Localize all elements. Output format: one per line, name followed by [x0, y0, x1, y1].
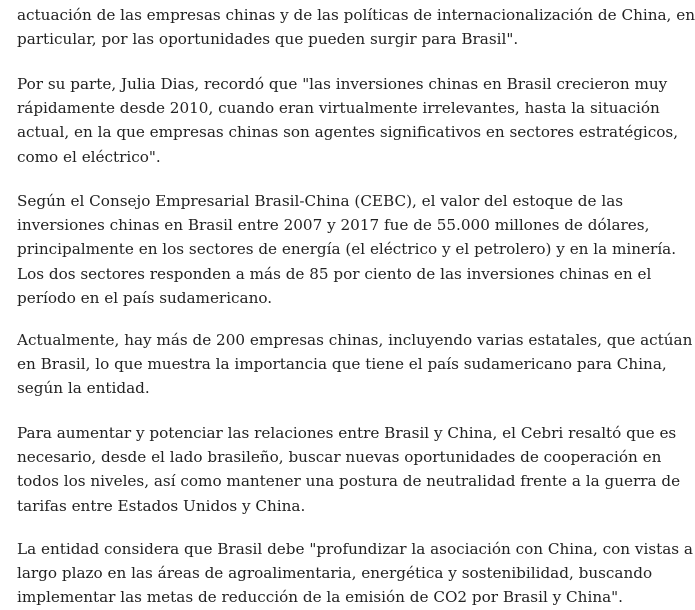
text-line: La entidad considera que Brasil debe "profundizar la asociación con China, con vistas a — [17, 540, 693, 558]
text-line: según la entidad. — [17, 379, 150, 398]
text-line: Según el Consejo Empresarial Brasil-China (CEBC), el valor del estoque de las — [17, 192, 624, 210]
article-paragraph — [17, 421, 680, 518]
text-line: rápidamente desde 2010, cuando eran virtualmente irrelevantes, hasta la situación — [17, 99, 660, 118]
text-line: en Brasil, lo que muestra la importancia que tiene el país sudamericano para China, — [17, 355, 667, 374]
text-line: actual, en la que empresas chinas son agentes significativos en sectores estratégicos, — [17, 123, 679, 142]
text-line: período en el país sudamericano. — [17, 288, 273, 307]
text-line: largo plazo en las áreas de agroalimentaria, energética y sostenibilidad, buscando — [17, 564, 653, 583]
text-line: actuación de las empresas chinas y de las políticas de internacionalización de China, en — [17, 6, 695, 24]
text-line: tarifas entre Estados Unidos y China. — [17, 496, 306, 515]
text-line: como el eléctrico". — [17, 147, 161, 166]
text-line: Para aumentar y potenciar las relaciones entre Brasil y China, el Cebri resaltó que es — [17, 424, 677, 442]
text-line: implementar las metas de reducción de la emisión de CO2 por Brasil y China". — [17, 588, 623, 607]
text-line: necesario, desde el lado brasileño, buscar nuevas oportunidades de cooperación en — [17, 448, 662, 467]
text-line: todos los niveles, así como mantener una postura de neutralidad frente a la guerra de — [17, 472, 681, 491]
article-paragraph — [17, 328, 692, 401]
text-line: inversiones chinas en Brasil entre 2007 y 2017 fue de 55.000 millones de dólares, — [17, 216, 650, 235]
article-paragraph — [17, 3, 695, 51]
text-line: particular, por las oportunidades que pueden surgir para Brasil". — [17, 30, 519, 49]
article-paragraph — [17, 72, 678, 169]
text-line: Los dos sectores responden a más de 85 por ciento de las inversiones chinas en el — [17, 264, 652, 283]
text-line: Actualmente, hay más de 200 empresas chinas, incluyendo varias estatales, que actúan — [17, 331, 693, 349]
article-paragraph — [17, 189, 676, 310]
text-line: principalmente en los sectores de energía (el eléctrico y el petrolero) y en la minería. — [17, 240, 677, 259]
text-line: Por su parte, Julia Dias, recordó que "las inversiones chinas en Brasil crecieron muy — [17, 75, 668, 93]
article-paragraph — [17, 537, 693, 610]
